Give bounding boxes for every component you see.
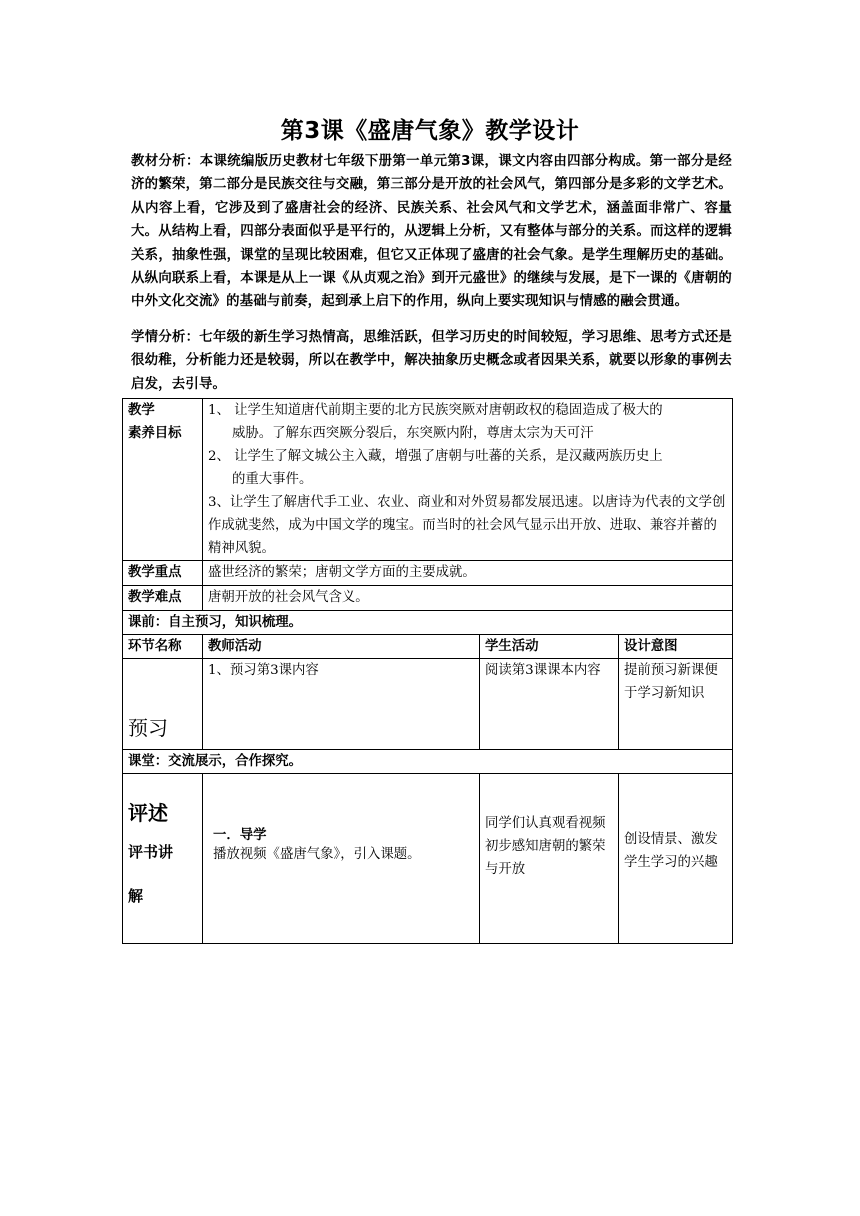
review-teacher-text: 播放视频《盛唐气象》，引入课题。 bbox=[213, 847, 421, 862]
in-class-heading: 课堂：交流展示，合作探究。 bbox=[123, 750, 733, 774]
goal-2-line-b: 的重大事件。 bbox=[232, 472, 313, 487]
goals-label-cell bbox=[123, 399, 203, 561]
review-stage-subtitle-2: 解 bbox=[128, 887, 144, 905]
goal-1-line-a: 1、 让学生知道唐代前期主要的北方民族突厥对唐朝政权的稳固造成了极大的 bbox=[208, 403, 663, 418]
goal-2-line-a: 2、 让学生了解文城公主入藏，增强了唐朝与吐蕃的关系，是汉藏两族历史上 bbox=[208, 449, 663, 464]
before-class-row bbox=[123, 611, 733, 635]
before-class-heading: 课前：自主预习，知识梳理。 bbox=[123, 611, 733, 635]
review-teacher-heading: 一．导学 bbox=[213, 828, 267, 843]
lesson-plan-table bbox=[122, 398, 733, 944]
review-teacher-activity-cell bbox=[203, 774, 480, 944]
review-stage-subtitle-1: 评书讲 bbox=[128, 843, 174, 861]
key-points-row bbox=[123, 561, 733, 586]
review-student-activity: 同学们认真观看视频初步感知唐朝的繁荣与开放 bbox=[480, 774, 619, 944]
review-stage-title: 评述 bbox=[128, 801, 168, 825]
review-row bbox=[123, 774, 733, 944]
goal-1-line-b: 威胁。了解东西突厥分裂后，东突厥内附，尊唐太宗为天可汗 bbox=[232, 426, 594, 441]
key-points-value: 盛世经济的繁荣；唐朝文学方面的主要成就。 bbox=[203, 561, 733, 586]
difficulty-row bbox=[123, 586, 733, 611]
preview-row bbox=[123, 659, 733, 750]
difficulty-value: 唐朝开放的社会风气含义。 bbox=[203, 586, 733, 611]
key-points-label: 教学重点 bbox=[123, 561, 203, 586]
column-header-row bbox=[123, 635, 733, 659]
review-design-intent: 创设情景、激发学生学习的兴趣 bbox=[619, 774, 733, 944]
review-stage-cell bbox=[123, 774, 203, 944]
goals-row bbox=[123, 399, 733, 561]
preview-stage-label: 预习 bbox=[128, 716, 168, 740]
goal-3: 3、让学生了解唐代手工业、农业、商业和对外贸易都发展迅速。以唐诗为代表的文学创作成就斐然，成为中国文学的瑰宝。而当时的社会风气显示出开放、进取、兼容并蓄的精神风貌。 bbox=[208, 495, 726, 556]
document-title: 第3课《盛唐气象》教学设计 bbox=[280, 118, 580, 144]
col-header-teacher: 教师活动 bbox=[203, 635, 480, 659]
goals-label-line-1: 教学 bbox=[128, 403, 155, 418]
preview-student-activity: 阅读第3课课本内容 bbox=[480, 659, 619, 750]
preview-stage-cell bbox=[123, 659, 203, 750]
col-header-student: 学生活动 bbox=[480, 635, 619, 659]
preview-teacher-activity: 1、预习第3课内容 bbox=[203, 659, 480, 750]
in-class-row bbox=[123, 750, 733, 774]
col-header-intent: 设计意图 bbox=[619, 635, 733, 659]
difficulty-label: 教学难点 bbox=[123, 586, 203, 611]
col-header-stage: 环节名称 bbox=[123, 635, 203, 659]
goals-label-line-2: 素养目标 bbox=[128, 426, 182, 441]
student-analysis-paragraph: 学情分析：七年级的新生学习热情高，思维活跃，但学习历史的时间较短，学习思维、思考方式还是很幼稚，分析能力还是较弱，所以在教学中，解决抽象历史概念或者因果关系，就要以形象的事例去启发，去引导。 bbox=[131, 330, 732, 392]
textbook-analysis-paragraph: 教材分析：本课统编版历史教材七年级下册第一单元第3课，课文内容由四部分构成。第一部分是经济的繁荣，第二部分是民族交往与交融，第三部分是开放的社会风气，第四部分是多彩的文学艺术。从内容上看，它涉及到了盛唐社会的经济、民族关系、社会风气和文学艺术，涵盖面非常广、容量大。从结构上看，四部分表面似乎是平行的，从逻辑上分析，又有整体与部分的关系。而这样的逻辑关系，抽象性强，课堂的呈现比较困难，但它又正体现了盛唐的社会气象。是学生理解历史的基础。从纵向联系上看，本课是从上一课《从贞观之治》到开元盛世》的继续与发展，是下一课的《唐朝的中外文化交流》的基础与前奏，起到承上启下的作用，纵向上要实现知识与情感的融会贯通。 bbox=[131, 154, 732, 310]
preview-design-intent: 提前预习新课便于学习新知识 bbox=[619, 659, 733, 750]
goals-content-cell bbox=[203, 399, 733, 561]
